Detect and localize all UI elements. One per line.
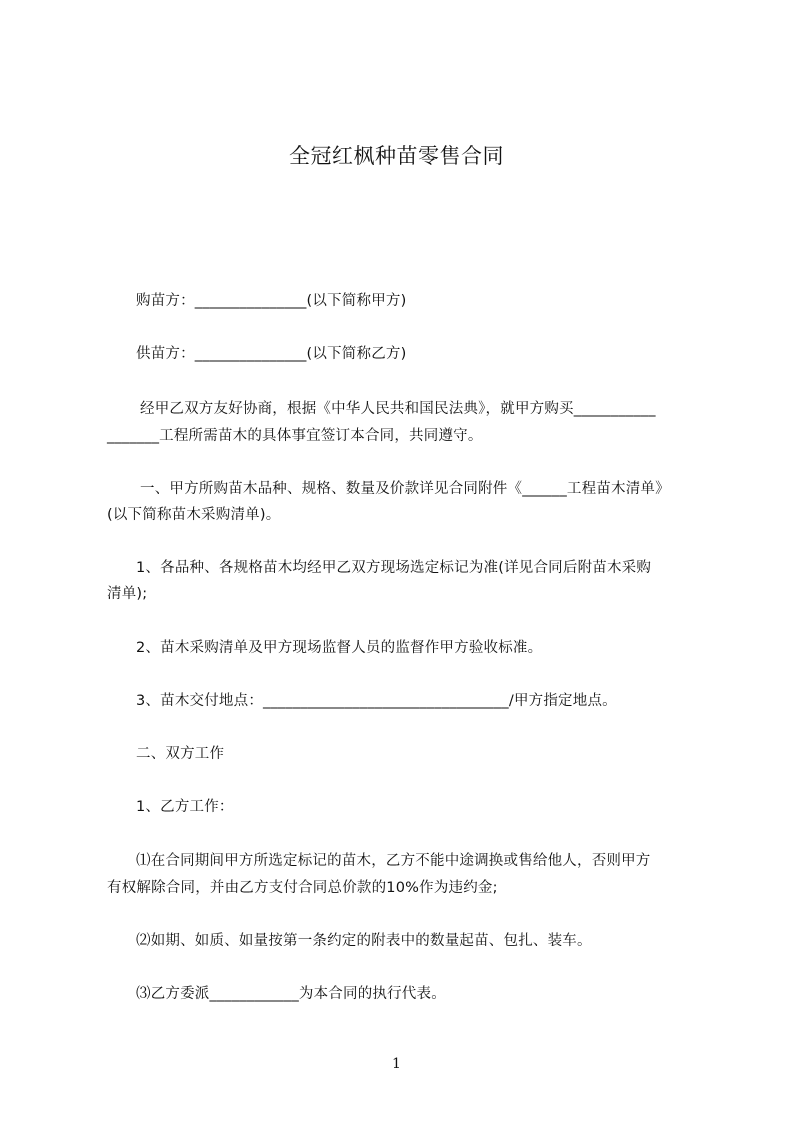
clause-1-1-line-2: 清单); [107,586,148,602]
clause-1-3-line: 3、苗木交付地点：_________________________________/甲方指定地点。 [136,693,617,709]
clause-2-1-1-line-2: 有权解除合同，并由乙方支付合同总价款的10%作为违约金; [107,880,498,896]
clause-1-line-2: (以下简称苗木采购清单)。 [107,507,281,523]
clause-1-2-line: 2、苗木采购清单及甲方现场监督人员的监督作甲方验收标准。 [136,640,543,656]
buyer-line: 购苗方：_______________(以下简称甲方) [136,293,407,309]
page-title: 全冠红枫种苗零售合同 [289,144,504,168]
section-2-heading: 二、双方工作 [136,746,225,762]
clause-2-1-heading: 1、乙方工作： [136,799,234,815]
page-number: 1 [392,1056,401,1072]
clause-2-1-3-line: ⑶乙方委派____________为本合同的执行代表。 [136,986,446,1002]
clause-2-1-1-line-1: ⑴在合同期间甲方所选定标记的苗木，乙方不能中途调换或售给他人，否则甲方 [136,853,651,869]
preamble-line-1: 经甲乙双方友好协商，根据《中华人民共和国民法典》，就甲方购买___________ [140,401,656,417]
clause-1-line-1: 一、甲方所购苗木品种、规格、数量及价款详见合同附件《______工程苗木清单》 [140,481,670,497]
clause-1-1-line-1: 1、各品种、各规格苗木均经甲乙双方现场选定标记为准(详见合同后附苗木采购 [136,560,652,576]
clause-2-1-2-line: ⑵如期、如质、如量按第一条约定的附表中的数量起苗、包扎、装车。 [136,933,592,949]
supplier-line: 供苗方：_______________(以下简称乙方) [136,346,407,362]
preamble-line-2: _______工程所需苗木的具体事宜签订本合同，共同遵守。 [107,428,483,444]
